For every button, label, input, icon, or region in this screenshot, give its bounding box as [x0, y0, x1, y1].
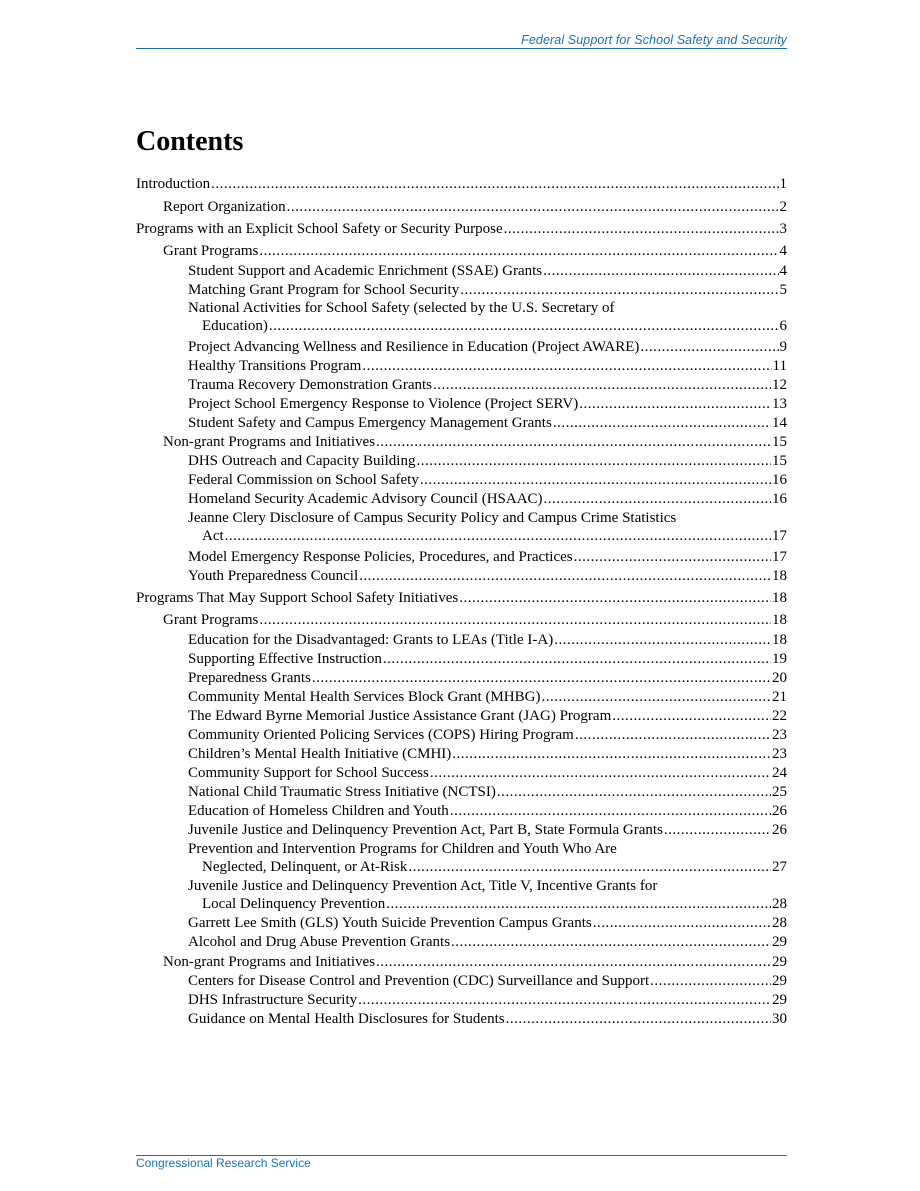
dot-leader [544, 490, 771, 508]
toc-entry-title-line1: Prevention and Intervention Programs for Children and Youth Who Are [188, 841, 617, 857]
toc-entry-title: Alcohol and Drug Abuse Prevention Grants [188, 934, 451, 950]
toc-entry-title: Act [202, 528, 224, 544]
toc-entry-page-number: 27 [772, 859, 787, 875]
toc-entry-page-number: 9 [779, 339, 787, 355]
toc-entry-title: Student Support and Academic Enrichment (SSAE) Grants [188, 263, 543, 279]
toc-entry-page-number: 20 [772, 670, 787, 686]
toc-entry[interactable] [136, 745, 787, 763]
toc-entry-title: Education of Homeless Children and Youth [188, 803, 449, 819]
dot-leader [383, 650, 771, 668]
toc-entry-page-number: 6 [779, 318, 787, 334]
toc-entry[interactable] [136, 395, 787, 413]
toc-entry[interactable] [136, 299, 787, 335]
toc-entry[interactable] [136, 175, 787, 193]
toc-entry-title-line1: National Activities for School Safety (selected by the U.S. Secretary of [188, 300, 615, 316]
toc-entry[interactable] [136, 991, 787, 1009]
toc-entry-page-number: 12 [772, 377, 787, 393]
dot-leader [430, 764, 771, 782]
toc-entry-title: Children’s Mental Health Initiative (CMHI) [188, 746, 452, 762]
toc-entry-page-number: 17 [772, 528, 787, 544]
dot-leader [504, 220, 779, 238]
toc-entry[interactable] [136, 821, 787, 839]
toc-entry-title: Grant Programs [163, 243, 259, 259]
toc-entry-page-number: 16 [772, 472, 787, 488]
toc-entry-title: DHS Infrastructure Security [188, 992, 358, 1008]
toc-entry-title: Community Mental Health Services Block Grant (MHBG) [188, 689, 541, 705]
dot-leader [579, 395, 771, 413]
toc-entry-title: Introduction [136, 176, 211, 192]
dot-leader [259, 611, 771, 629]
dot-leader [497, 783, 771, 801]
toc-entry-page-number: 4 [779, 263, 787, 279]
table-of-contents [136, 0, 787, 1191]
dot-leader [554, 631, 771, 649]
dot-leader [433, 376, 771, 394]
dot-leader [451, 933, 771, 951]
dot-leader [259, 242, 778, 260]
toc-entry-page-number: 28 [772, 915, 787, 931]
toc-entry-page-number: 3 [779, 221, 787, 237]
toc-entry-title: Grant Programs [163, 612, 259, 628]
toc-entry-page-number: 14 [772, 415, 787, 431]
toc-entry-page-number: 22 [772, 708, 787, 724]
toc-entry-title: Local Delinquency Prevention [202, 896, 386, 912]
toc-entry[interactable] [136, 338, 787, 356]
toc-entry[interactable] [136, 433, 787, 451]
toc-entry-page-number: 16 [772, 491, 787, 507]
dot-leader [460, 281, 778, 299]
toc-entry-title-line1: Juvenile Justice and Delinquency Prevention Act, Title V, Incentive Grants for [188, 878, 658, 894]
toc-entry[interactable] [136, 914, 787, 932]
toc-entry[interactable] [136, 933, 787, 951]
toc-entry-page-number: 18 [772, 590, 787, 606]
dot-leader [543, 262, 778, 280]
toc-entry-page-number: 25 [772, 784, 787, 800]
dot-leader [376, 953, 771, 971]
dot-leader [650, 972, 771, 990]
dot-leader [612, 707, 771, 725]
toc-entry-title: Non-grant Programs and Initiatives [163, 954, 376, 970]
toc-entry-page-number: 17 [772, 549, 787, 565]
toc-entry-title: Community Support for School Success [188, 765, 429, 781]
toc-entry-title: Guidance on Mental Health Disclosures for Students [188, 1011, 505, 1027]
toc-entry[interactable] [136, 589, 787, 607]
toc-entry-page-number: 29 [772, 954, 787, 970]
toc-entry[interactable] [136, 650, 787, 668]
toc-entry[interactable] [136, 198, 787, 216]
toc-entry-title: National Child Traumatic Stress Initiative (NCTSI) [188, 784, 496, 800]
toc-entry[interactable] [136, 281, 787, 299]
toc-entry[interactable] [136, 631, 787, 649]
toc-entry[interactable] [136, 611, 787, 629]
dot-leader [553, 414, 771, 432]
toc-entry-page-number: 30 [772, 1011, 787, 1027]
dot-leader [575, 726, 771, 744]
toc-entry-page-number: 5 [779, 282, 787, 298]
toc-entry-title: Project School Emergency Response to Violence (Project SERV) [188, 396, 579, 412]
toc-entry-page-number: 26 [772, 822, 787, 838]
toc-entry[interactable] [136, 783, 787, 801]
dot-leader [287, 198, 779, 216]
toc-entry-title: Homeland Security Academic Advisory Council (HSAAC) [188, 491, 543, 507]
dot-leader [376, 433, 771, 451]
toc-entry-page-number: 29 [772, 992, 787, 1008]
toc-entry-page-number: 11 [772, 358, 787, 374]
toc-entry-page-number: 1 [779, 176, 787, 192]
toc-entry-page-number: 23 [772, 727, 787, 743]
toc-entry-page-number: 21 [772, 689, 787, 705]
toc-entry[interactable] [136, 242, 787, 260]
toc-entry-page-number: 4 [779, 243, 787, 259]
toc-entry[interactable] [136, 262, 787, 280]
toc-entry-title: Youth Preparedness Council [188, 568, 359, 584]
toc-entry-title: The Edward Byrne Memorial Justice Assistance Grant (JAG) Program [188, 708, 612, 724]
toc-entry-title: Preparedness Grants [188, 670, 311, 686]
toc-entry[interactable] [136, 452, 787, 470]
toc-entry-title: Juvenile Justice and Delinquency Prevention Act, Part B, State Formula Grants [188, 822, 663, 838]
dot-leader [593, 914, 771, 932]
toc-entry-title: Student Safety and Campus Emergency Management Grants [188, 415, 552, 431]
toc-entry[interactable] [136, 972, 787, 990]
toc-entry[interactable] [136, 548, 787, 566]
toc-entry[interactable] [136, 357, 787, 375]
dot-leader [408, 858, 771, 876]
toc-entry[interactable] [136, 376, 787, 394]
toc-entry-title: Model Emergency Response Policies, Procedures, and Practices [188, 549, 573, 565]
toc-entry-title: Report Organization [163, 199, 286, 215]
toc-entry-title: Project Advancing Wellness and Resilience in Education (Project AWARE) [188, 339, 640, 355]
toc-entry-title: Trauma Recovery Demonstration Grants [188, 377, 432, 393]
dot-leader [269, 317, 779, 335]
toc-entry[interactable] [136, 490, 787, 508]
toc-entry-page-number: 18 [772, 612, 787, 628]
toc-entry-page-number: 15 [772, 434, 787, 450]
toc-entry-title: Education) [202, 318, 268, 334]
toc-entry-title: Centers for Disease Control and Prevention (CDC) Surveillance and Support [188, 973, 650, 989]
toc-entry-title: Garrett Lee Smith (GLS) Youth Suicide Prevention Campus Grants [188, 915, 592, 931]
toc-entry-page-number: 18 [772, 632, 787, 648]
dot-leader [359, 567, 771, 585]
dot-leader [459, 589, 771, 607]
toc-entry-title: Programs with an Explicit School Safety or Security Purpose [136, 221, 503, 237]
toc-entry-title: DHS Outreach and Capacity Building [188, 453, 416, 469]
toc-entry[interactable] [136, 953, 787, 971]
page-title: Contents [136, 126, 244, 157]
dot-leader [541, 688, 771, 706]
toc-entry-title: Matching Grant Program for School Security [188, 282, 460, 298]
dot-leader [358, 991, 771, 1009]
toc-entry[interactable] [136, 669, 787, 687]
dot-leader [450, 802, 771, 820]
toc-entry-title-line1: Jeanne Clery Disclosure of Campus Security Policy and Campus Crime Statistics [188, 510, 677, 526]
dot-leader [312, 669, 771, 687]
toc-entry[interactable] [136, 509, 787, 545]
toc-entry[interactable] [136, 220, 787, 238]
toc-entry-page-number: 26 [772, 803, 787, 819]
toc-entry-page-number: 29 [772, 973, 787, 989]
dot-leader [506, 1010, 771, 1028]
toc-entry-page-number: 23 [772, 746, 787, 762]
toc-entry-title: Non-grant Programs and Initiatives [163, 434, 376, 450]
toc-entry-page-number: 28 [772, 896, 787, 912]
dot-leader [574, 548, 771, 566]
running-footer: Congressional Research Service [136, 1156, 311, 1170]
toc-entry[interactable] [136, 726, 787, 744]
toc-entry-page-number: 29 [772, 934, 787, 950]
dot-leader [416, 452, 771, 470]
toc-entry-title: Programs That May Support School Safety Initiatives [136, 590, 459, 606]
toc-entry-page-number: 2 [779, 199, 787, 215]
toc-entry[interactable] [136, 707, 787, 725]
dot-leader [211, 175, 778, 193]
dot-leader [362, 357, 771, 375]
toc-entry[interactable] [136, 567, 787, 585]
dot-leader [664, 821, 771, 839]
toc-entry-title: Education for the Disadvantaged: Grants to LEAs (Title I-A) [188, 632, 554, 648]
toc-entry[interactable] [136, 877, 787, 913]
toc-entry-page-number: 18 [772, 568, 787, 584]
toc-entry[interactable] [136, 802, 787, 820]
toc-entry-page-number: 15 [772, 453, 787, 469]
dot-leader [452, 745, 771, 763]
toc-entry-page-number: 19 [772, 651, 787, 667]
toc-entry[interactable] [136, 471, 787, 489]
toc-entry-title: Healthy Transitions Program [188, 358, 362, 374]
running-header: Federal Support for School Safety and Security [521, 33, 787, 47]
toc-entry[interactable] [136, 764, 787, 782]
dot-leader [386, 895, 771, 913]
toc-entry[interactable] [136, 688, 787, 706]
toc-entry-title: Federal Commission on School Safety [188, 472, 419, 488]
dot-leader [420, 471, 771, 489]
toc-entry-title: Community Oriented Policing Services (COPS) Hiring Program [188, 727, 574, 743]
toc-entry-page-number: 24 [772, 765, 787, 781]
toc-entry[interactable] [136, 840, 787, 876]
toc-entry-page-number: 13 [772, 396, 787, 412]
toc-entry-title: Supporting Effective Instruction [188, 651, 382, 667]
dot-leader [225, 527, 771, 545]
toc-entry[interactable] [136, 414, 787, 432]
toc-entry-title: Neglected, Delinquent, or At-Risk [202, 859, 408, 875]
dot-leader [640, 338, 778, 356]
toc-entry[interactable] [136, 1010, 787, 1028]
